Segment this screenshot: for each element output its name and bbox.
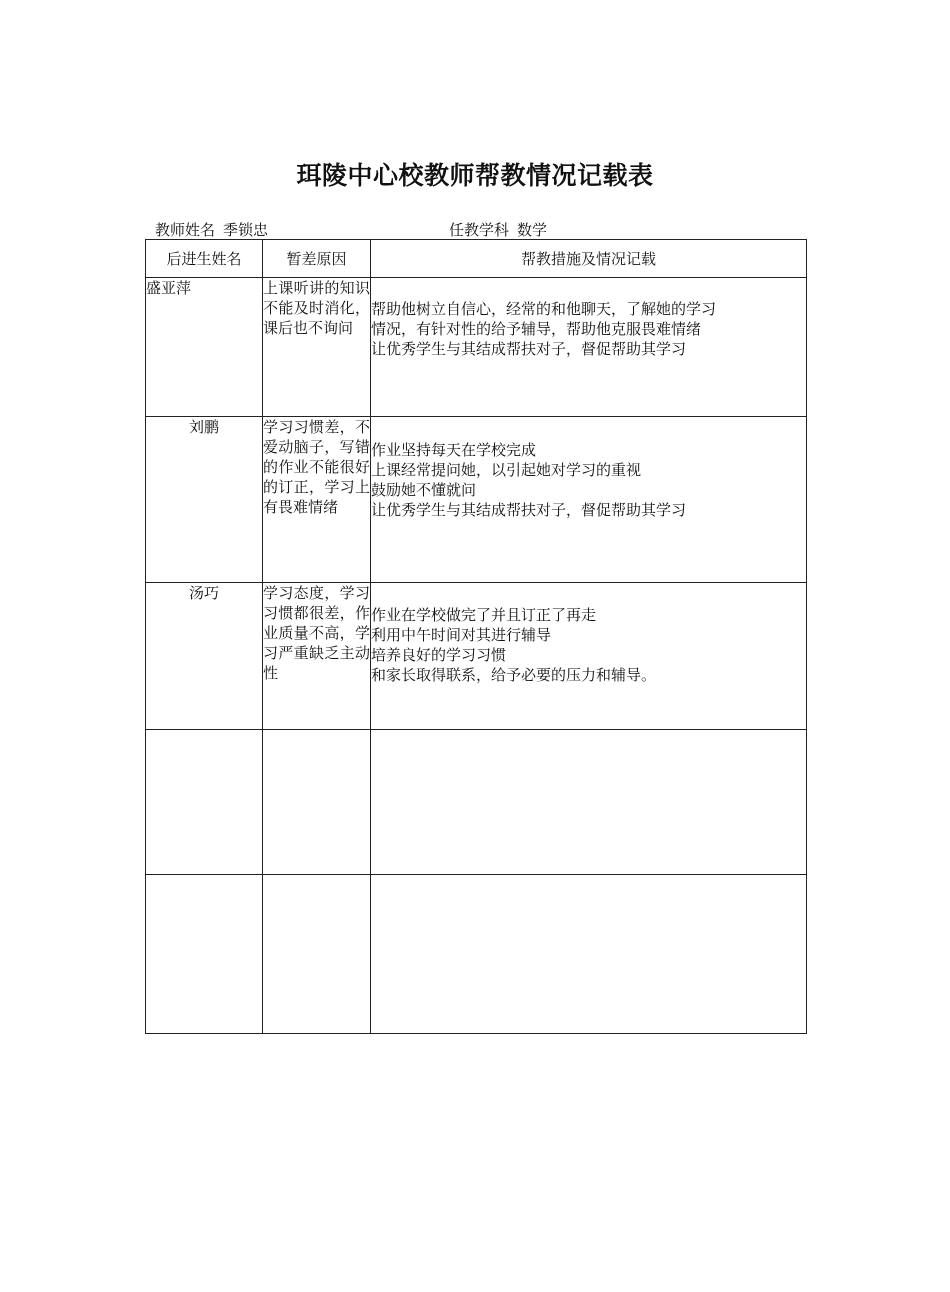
header-student-name: 后进生姓名 — [146, 240, 263, 278]
teacher-info — [155, 219, 268, 240]
table-row — [146, 278, 807, 417]
empty-cell — [371, 730, 807, 875]
empty-cell — [371, 875, 807, 1034]
student-name: 刘鹏 — [146, 417, 263, 583]
teacher-label: 教师姓名 — [155, 221, 216, 239]
assistance-record-table — [145, 239, 807, 1034]
table-header-row — [146, 240, 807, 278]
table-row-empty — [146, 875, 807, 1034]
measure-line: 和家长取得联系，给予必要的压力和辅导。 — [371, 666, 657, 684]
measure-line: 让优秀学生与其结成帮扶对子，督促帮助其学习 — [371, 501, 687, 519]
empty-cell — [146, 730, 263, 875]
lag-reason: 学习态度，学习习惯都很差，作业质量不高，学习严重缺乏主动性 — [263, 583, 371, 730]
empty-cell — [263, 730, 371, 875]
header-measures: 帮教措施及情况记载 — [371, 240, 807, 278]
page-title: 珥陵中心校教师帮教情况记载表 — [296, 161, 654, 190]
measure-line: 帮助他树立自信心，经常的和他聊天，了解她的学习 — [371, 300, 717, 318]
table-row — [146, 417, 807, 583]
subject-value: 数学 — [517, 221, 548, 239]
empty-cell — [263, 875, 371, 1034]
empty-cell — [146, 875, 263, 1034]
measure-line: 培养良好的学习习惯 — [371, 646, 507, 664]
measure-line: 作业坚持每天在学校完成 — [371, 441, 537, 459]
lag-reason: 上课听讲的知识不能及时消化，课后也不询问 — [263, 278, 371, 417]
table-row — [146, 583, 807, 730]
student-name: 盛亚萍 — [146, 278, 263, 417]
subject-info — [449, 219, 547, 240]
table-row-empty — [146, 730, 807, 875]
measure-line: 上课经常提问她，以引起她对学习的重视 — [371, 461, 642, 479]
header-reason: 暂差原因 — [263, 240, 371, 278]
subject-label: 任教学科 — [449, 221, 510, 239]
student-name: 汤巧 — [146, 583, 263, 730]
measures-record — [371, 583, 807, 730]
measure-line: 让优秀学生与其结成帮扶对子，督促帮助其学习 — [371, 340, 687, 358]
measure-line: 情况，有针对性的给予辅导，帮助他克服畏难情绪 — [371, 320, 702, 338]
teacher-name: 季锁忠 — [223, 221, 269, 239]
lag-reason: 学习习惯差，不爱动脑子，写错的作业不能很好的订正，学习上有畏难情绪 — [263, 417, 371, 583]
measure-line: 鼓励她不懂就问 — [371, 481, 477, 499]
measures-record — [371, 417, 807, 583]
measure-line: 作业在学校做完了并且订正了再走 — [371, 606, 597, 624]
measures-record — [371, 278, 807, 417]
measure-line: 利用中午时间对其进行辅导 — [371, 626, 552, 644]
